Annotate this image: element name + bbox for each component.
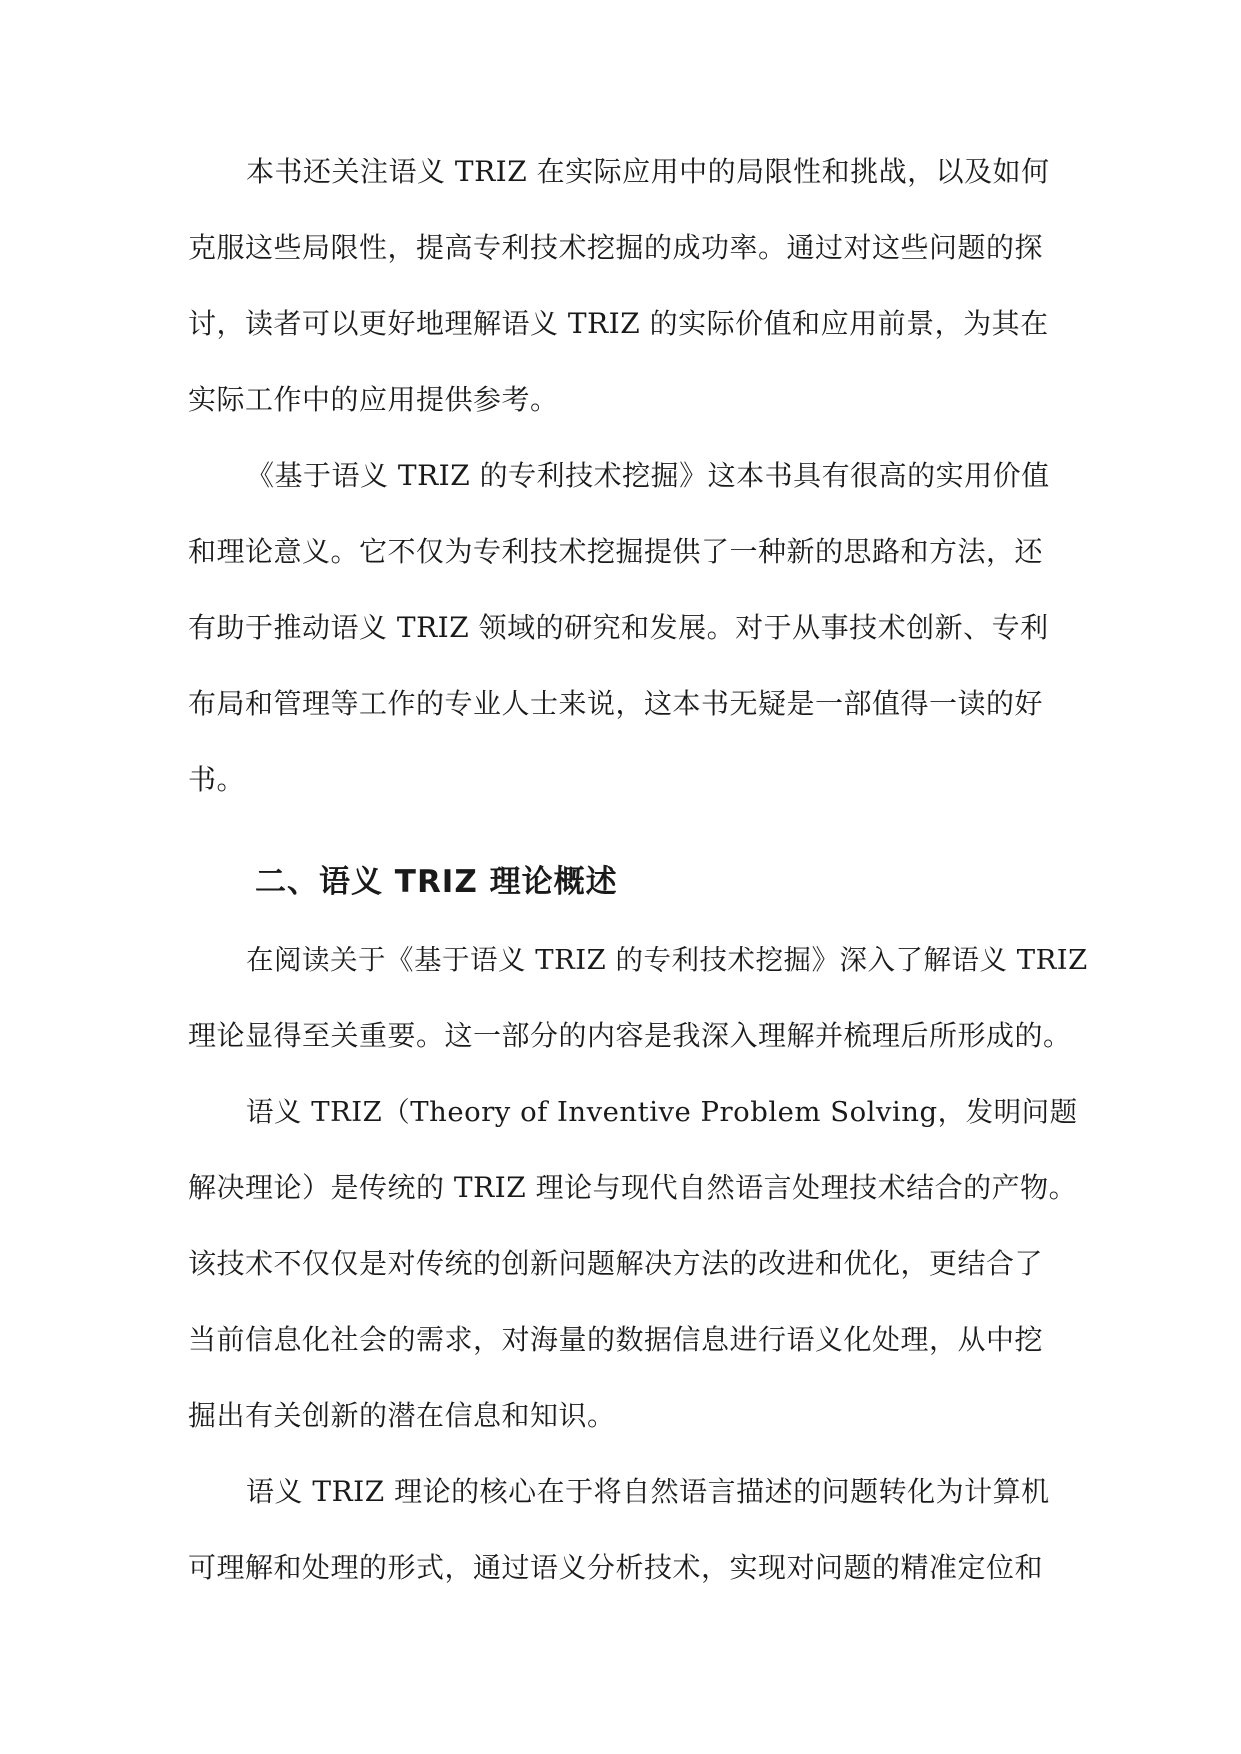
section-paragraph-1-line-2: 理论显得至关重要。这一部分的内容是我深入理解并梳理后所形成的。 (188, 1019, 1072, 1052)
paragraph-1-line-2: 克服这些局限性，提高专利技术挖掘的成功率。通过对这些问题的探 (188, 231, 1044, 264)
section-paragraph-2-line-5: 掘出有关创新的潜在信息和知识。 (188, 1399, 616, 1432)
section-heading: 二、语义 TRIZ 理论概述 (255, 864, 618, 900)
section-paragraph-2-line-1: 语义 TRIZ（Theory of Inventive Problem Solving，发明问题 (246, 1096, 1078, 1128)
paragraph-1-line-3: 讨，读者可以更好地理解语义 TRIZ 的实际价值和应用前景，为其在 (188, 307, 1049, 340)
paragraph-1-line-1: 本书还关注语义 TRIZ 在实际应用中的局限性和挑战，以及如何 (246, 155, 1050, 188)
paragraph-2-line-1: 《基于语义 TRIZ 的专利技术挖掘》这本书具有很高的实用价值 (246, 459, 1050, 492)
section-paragraph-1-line-1: 在阅读关于《基于语义 TRIZ 的专利技术挖掘》深入了解语义 TRIZ (246, 944, 1088, 976)
section-paragraph-3-line-2: 可理解和处理的形式，通过语义分析技术，实现对问题的精准定位和 (188, 1551, 1044, 1584)
section-paragraph-2-line-4: 当前信息化社会的需求，对海量的数据信息进行语义化处理，从中挖 (188, 1323, 1044, 1356)
paragraph-1-line-4: 实际工作中的应用提供参考。 (188, 383, 559, 416)
section-paragraph-2-line-3: 该技术不仅仅是对传统的创新问题解决方法的改进和优化，更结合了 (188, 1247, 1044, 1280)
section-paragraph-2-line-2: 解决理论）是传统的 TRIZ 理论与现代自然语言处理技术结合的产物。 (188, 1171, 1078, 1204)
paragraph-2-line-5: 书。 (188, 763, 246, 796)
section-paragraph-3-line-1: 语义 TRIZ 理论的核心在于将自然语言描述的问题转化为计算机 (246, 1475, 1050, 1508)
paragraph-2-line-4: 布局和管理等工作的专业人士来说，这本书无疑是一部值得一读的好 (188, 687, 1044, 720)
paragraph-2-line-3: 有助于推动语义 TRIZ 领域的研究和发展。对于从事技术创新、专利 (188, 611, 1049, 644)
paragraph-2-line-2: 和理论意义。它不仅为专利技术挖掘提供了一种新的思路和方法，还 (188, 535, 1044, 568)
